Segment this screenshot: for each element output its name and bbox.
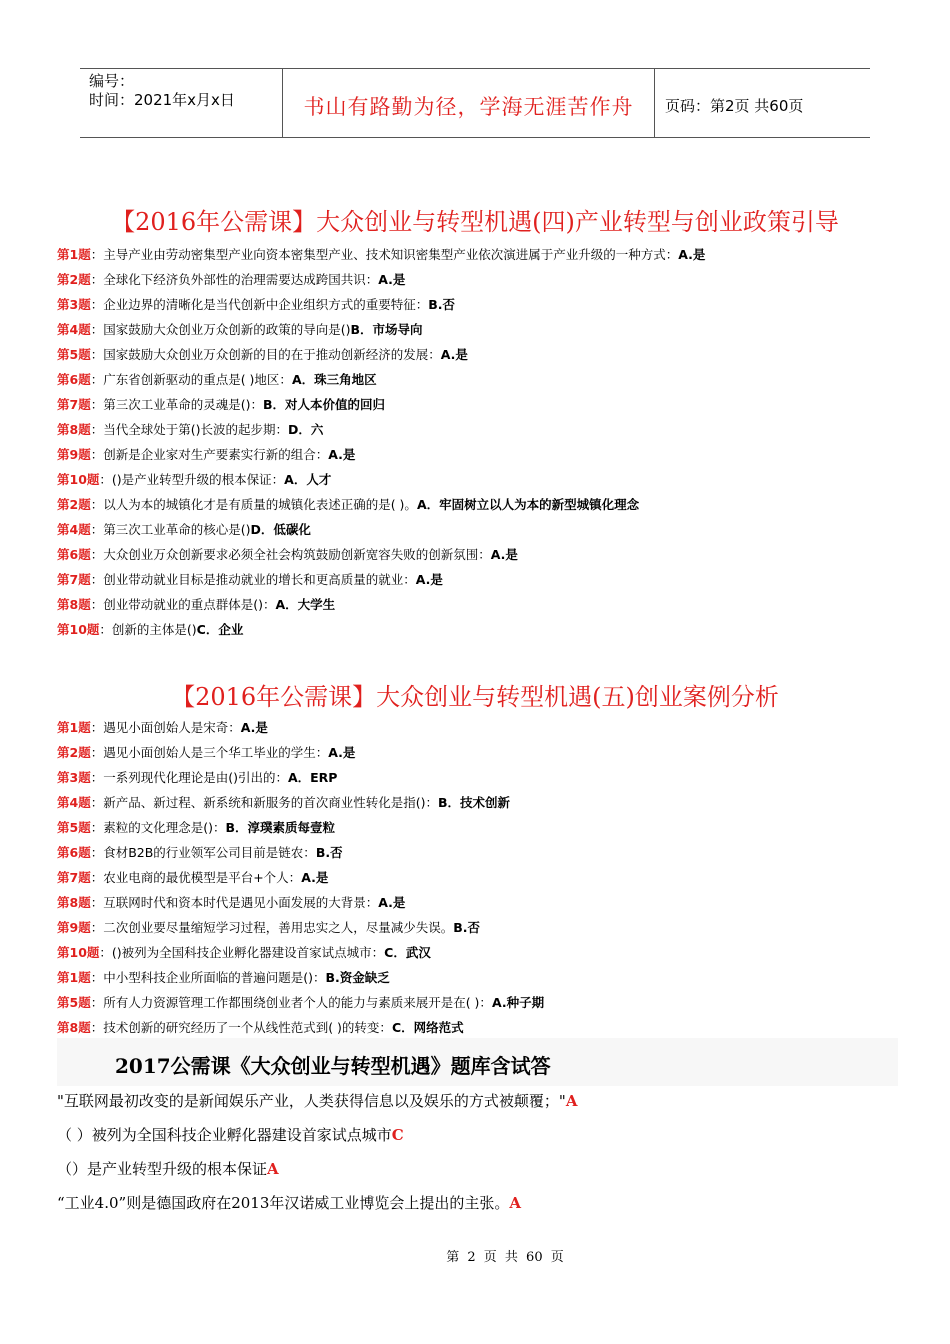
question-text: ：中小型科技企业所面临的普遍问题是()：: [90, 970, 326, 985]
question-text: ：互联网时代和资本时代是遇见小面发展的大背景：: [90, 895, 379, 910]
question-number: 第10题: [57, 945, 100, 960]
question-text: ：全球化下经济负外部性的治理需要达成跨国共识：: [90, 272, 379, 287]
question-number: 第4题: [57, 322, 91, 337]
question-number: 第9题: [57, 447, 91, 462]
question-item: [57, 392, 705, 417]
question-number: 第2题: [57, 497, 91, 512]
header-motto: 书山有路勤为径，学海无涯苦作舟: [282, 69, 655, 137]
section-title-2: 【2016年公需课】大众创业与转型机遇(五)创业案例分析: [171, 683, 779, 711]
question-answer: A.是: [328, 745, 356, 760]
question-text: ：食材B2B的行业领军公司目前是链农：: [90, 845, 316, 860]
question-number: 第6题: [57, 547, 91, 562]
question-number: 第8题: [57, 895, 91, 910]
page-header: [80, 68, 870, 138]
question-answer: D．低碳化: [250, 522, 311, 537]
question-text: ：一系列现代化理论是由()引出的：: [90, 770, 288, 785]
question-number: 第8题: [57, 597, 91, 612]
exam-title-block: [57, 1038, 898, 1086]
question-number: 第1题: [57, 720, 91, 735]
question-item: [57, 617, 705, 642]
question-number: 第5题: [57, 820, 91, 835]
exam-question-answer: A: [509, 1194, 522, 1212]
question-number: 第5题: [57, 995, 91, 1010]
question-answer: D．六: [287, 422, 324, 437]
question-number: 第10题: [57, 472, 100, 487]
question-item: [57, 965, 544, 990]
question-answer: C．武汉: [384, 945, 431, 960]
question-number: 第3题: [57, 297, 91, 312]
exam-question-text: （ ）被列为全国科技企业孵化器建设首家试点城市: [57, 1126, 392, 1144]
question-text: ：农业电商的最优模型是平台+个人：: [90, 870, 302, 885]
question-text: ：国家鼓励大众创业万众创新的目的在于推动创新经济的发展：: [90, 347, 441, 362]
question-list-3: [57, 1088, 577, 1224]
question-text: ：第三次工业革命的核心是(): [90, 522, 251, 537]
question-text: ：大众创业万众创新要求必须全社会构筑鼓励创新宽容失败的创新氛围：: [90, 547, 491, 562]
question-answer: A.种子期: [491, 995, 545, 1010]
question-list-1: [57, 242, 705, 642]
exam-question-item: [57, 1156, 577, 1190]
question-number: 第7题: [57, 572, 91, 587]
question-number: 第8题: [57, 422, 91, 437]
section-title-3: 2017公需课《大众创业与转型机遇》题库含试答: [115, 1054, 551, 1078]
question-item: [57, 790, 544, 815]
question-answer: A.是: [678, 247, 706, 262]
question-item: [57, 292, 705, 317]
question-number: 第5题: [57, 347, 91, 362]
question-item: [57, 592, 705, 617]
question-item: [57, 990, 544, 1015]
question-item: [57, 765, 544, 790]
question-number: 第9题: [57, 920, 91, 935]
question-answer: B.资金缺乏: [325, 970, 390, 985]
question-text: ：创新的主体是(): [99, 622, 197, 637]
question-text: ：国家鼓励大众创业万众创新的政策的导向是(): [90, 322, 351, 337]
question-answer: A．珠三角地区: [291, 372, 377, 387]
question-answer: A．大学生: [275, 597, 336, 612]
document-number-label: 编号：: [89, 72, 135, 90]
question-answer: A.是: [490, 547, 518, 562]
question-answer: B．技术创新: [437, 795, 510, 810]
question-answer: A．牢固树立以人为本的新型城镇化理念: [416, 497, 640, 512]
question-answer: A.是: [378, 895, 406, 910]
question-item: [57, 815, 544, 840]
question-item: [57, 890, 544, 915]
question-item: [57, 367, 705, 392]
question-answer: A.是: [378, 272, 406, 287]
question-text: ：()是产业转型升级的根本保证：: [99, 472, 285, 487]
exam-question-item: [57, 1122, 577, 1156]
question-text: ：当代全球处于第()长波的起步期：: [90, 422, 288, 437]
question-item: [57, 567, 705, 592]
question-text: ：遇见小面创始人是宋奇：: [90, 720, 241, 735]
question-text: ：二次创业要尽量缩短学习过程，善用忠实之人，尽量减少失误。: [90, 920, 454, 935]
question-number: 第2题: [57, 745, 91, 760]
question-answer: A．ERP: [287, 770, 338, 785]
question-number: 第7题: [57, 397, 91, 412]
question-answer: A.是: [240, 720, 268, 735]
question-answer: C．网络范式: [391, 1020, 464, 1035]
question-text: ：遇见小面创始人是三个华工毕业的学生：: [90, 745, 329, 760]
question-answer: B.否: [315, 845, 343, 860]
question-item: [57, 267, 705, 292]
question-text: ：主导产业由劳动密集型产业向资本密集型产业、技术知识密集型产业依次演进属于产业升级的一种方式：: [90, 247, 679, 262]
question-answer: C．企业: [196, 622, 244, 637]
question-number: 第7题: [57, 870, 91, 885]
question-text: ：广东省创新驱动的重点是( )地区：: [90, 372, 292, 387]
question-item: [57, 342, 705, 367]
question-text: ：技术创新的研究经历了一个从线性范式到( )的转变：: [90, 1020, 392, 1035]
question-item: [57, 467, 705, 492]
exam-question-item: [57, 1088, 577, 1122]
question-item: [57, 492, 705, 517]
question-item: [57, 417, 705, 442]
question-text: ：第三次工业革命的灵魂是()：: [90, 397, 263, 412]
question-number: 第1题: [57, 970, 91, 985]
question-item: [57, 840, 544, 865]
question-text: ：新产品、新过程、新系统和新服务的首次商业性转化是指()：: [90, 795, 438, 810]
question-number: 第6题: [57, 845, 91, 860]
question-answer: B.否: [428, 297, 455, 312]
question-number: 第8题: [57, 1020, 91, 1035]
question-text: ：创新是企业家对生产要素实行新的组合：: [90, 447, 329, 462]
question-text: ：创业带动就业的重点群体是()：: [90, 597, 276, 612]
question-item: [57, 940, 544, 965]
question-answer: A.是: [440, 347, 468, 362]
question-item: [57, 542, 705, 567]
exam-question-text: "互联网最初改变的是新闻娱乐产业，人类获得信息以及娱乐的方式被颠覆；": [57, 1092, 566, 1110]
document-time-label: 时间：2021年x月x日: [89, 91, 235, 109]
question-item: [57, 915, 544, 940]
question-number: 第2题: [57, 272, 91, 287]
question-text: ：所有人力资源管理工作都围绕创业者个人的能力与素质来展开是在( )：: [90, 995, 492, 1010]
question-item: [57, 317, 705, 342]
question-item: [57, 517, 705, 542]
question-answer: A.是: [301, 870, 329, 885]
question-text: ：创业带动就业目标是推动就业的增长和更高质量的就业：: [90, 572, 416, 587]
question-text: ：企业边界的清晰化是当代创新中企业组织方式的重要特征：: [90, 297, 429, 312]
question-answer: A．人才: [284, 472, 332, 487]
exam-question-answer: A: [565, 1092, 578, 1110]
section-title-1: 【2016年公需课】大众创业与转型机遇(四)产业转型与创业政策引导: [111, 208, 839, 236]
question-number: 第4题: [57, 795, 91, 810]
question-item: [57, 442, 705, 467]
question-number: 第10题: [57, 622, 100, 637]
question-number: 第3题: [57, 770, 91, 785]
question-answer: B．对人本价值的回归: [262, 397, 385, 412]
question-item: [57, 715, 544, 740]
exam-question-answer: A: [267, 1160, 279, 1178]
question-answer: B.否: [453, 920, 480, 935]
header-meta: [80, 69, 282, 137]
question-answer: A.是: [415, 572, 443, 587]
question-number: 第6题: [57, 372, 91, 387]
exam-question-answer: C: [391, 1126, 404, 1144]
page-footer: 第 2 页 共 60 页: [446, 1250, 564, 1265]
question-item: [57, 1015, 544, 1040]
question-number: 第1题: [57, 247, 91, 262]
header-page-label: 页码：第2页 共60页: [665, 96, 804, 115]
exam-question-item: [57, 1190, 577, 1224]
question-text: ：以人为本的城镇化才是有质量的城镇化表述正确的是( )。: [90, 497, 417, 512]
exam-question-text: （）是产业转型升级的根本保证: [57, 1160, 268, 1178]
question-item: [57, 740, 544, 765]
question-answer: B．淳璞素质每壹粒: [225, 820, 335, 835]
question-answer: B．市场导向: [350, 322, 423, 337]
question-item: [57, 865, 544, 890]
question-list-2: [57, 715, 544, 1040]
question-answer: A.是: [328, 447, 356, 462]
question-text: ：素粒的文化理念是()：: [90, 820, 226, 835]
exam-question-text: “工业4.0”则是德国政府在2013年汉诺威工业博览会上提出的主张。: [57, 1194, 510, 1212]
question-item: [57, 242, 705, 267]
question-text: ：()被列为全国科技企业孵化器建设首家试点城市：: [99, 945, 385, 960]
question-number: 第4题: [57, 522, 91, 537]
